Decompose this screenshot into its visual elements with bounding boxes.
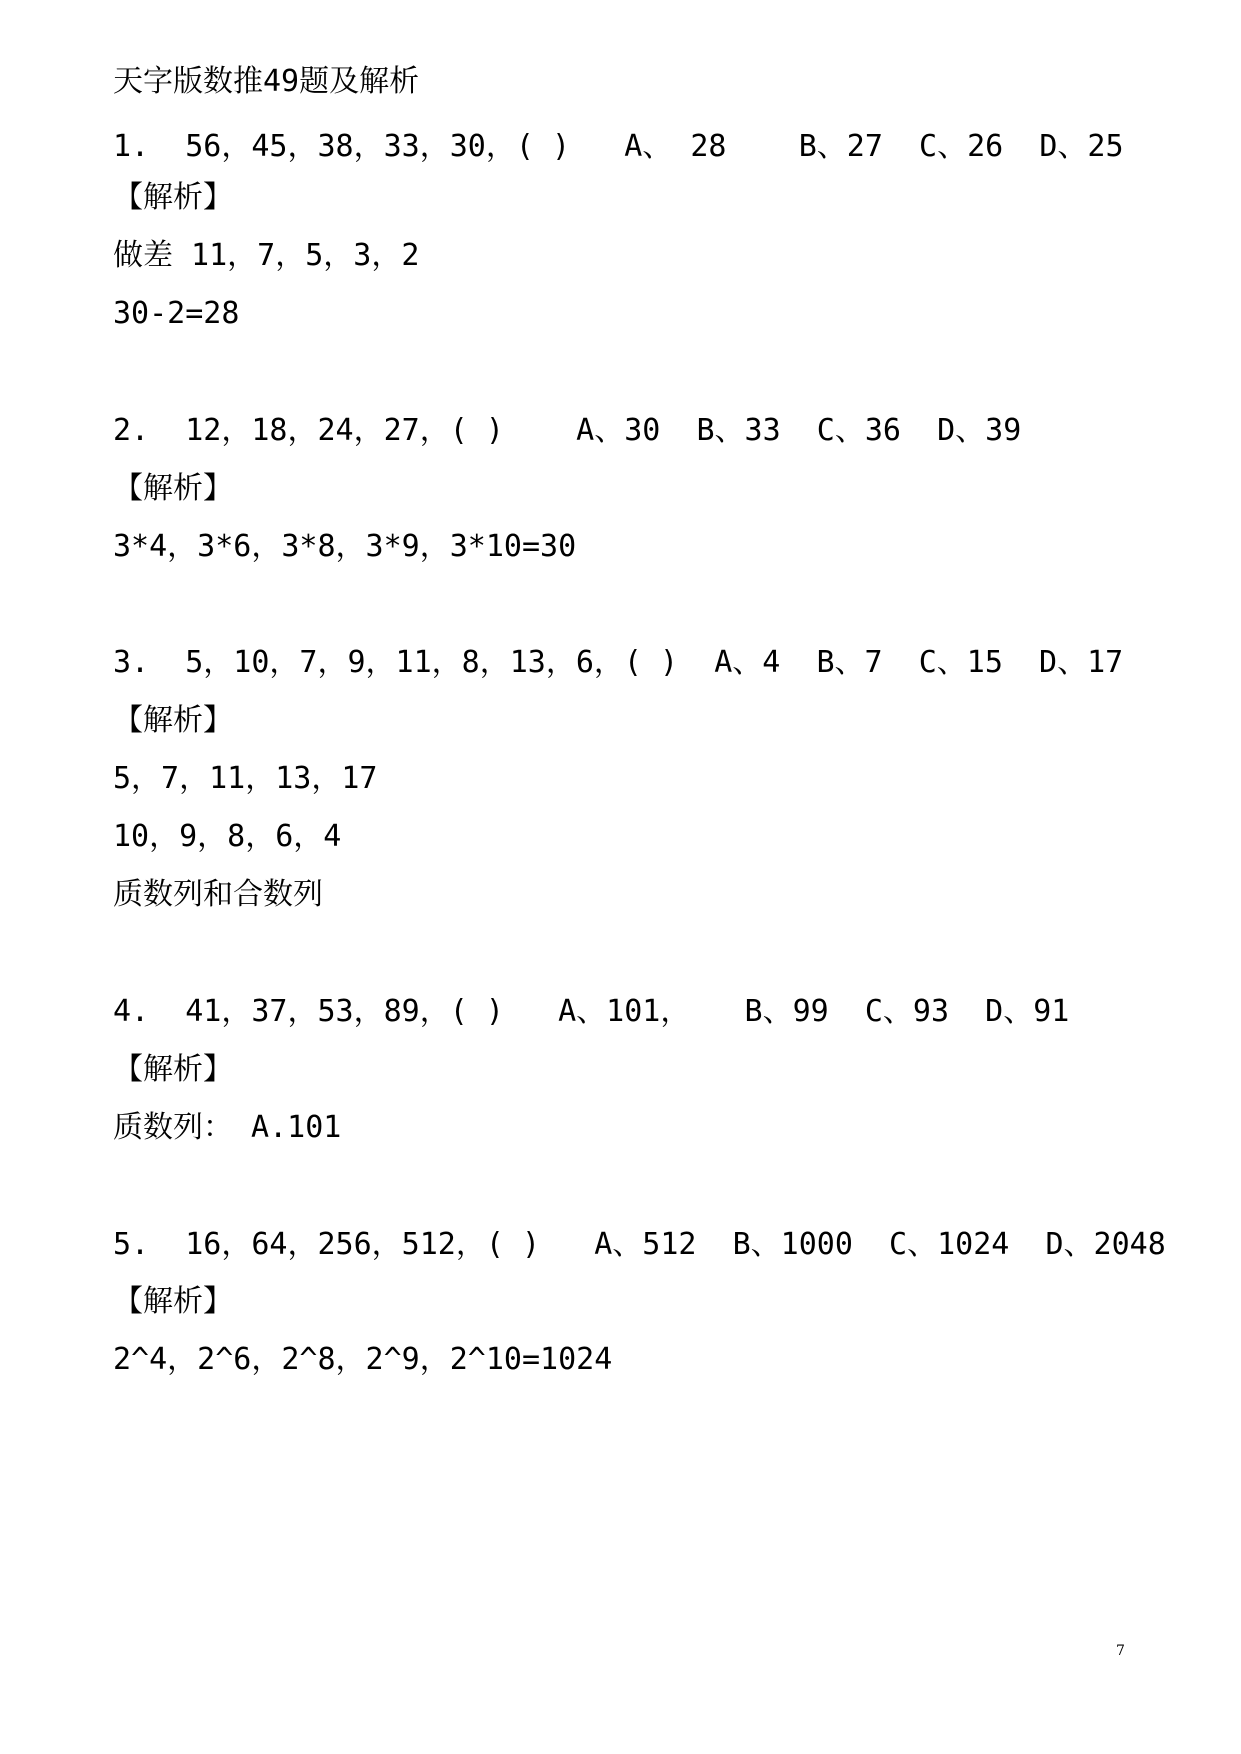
question-5-text: 5. 16，64，256，512，( ) A、512 B、1000 C、1024 D、2048 xyxy=(113,1227,1166,1262)
page-number: 7 xyxy=(1116,1643,1125,1659)
question-1-text: 1. 56，45，38，33，30，( ) A、 28 B、27 C、26 D、25 xyxy=(113,129,1124,164)
question-5-analysis-line: 2^4，2^6，2^8，2^9，2^10=1024 xyxy=(113,1342,613,1377)
question-2-text: 2. 12，18，24，27，( ) A、30 B、33 C、36 D、39 xyxy=(113,413,1022,448)
question-4-analysis-heading: 【解析】 xyxy=(113,1052,233,1087)
document-title: 天字版数推49题及解析 xyxy=(113,64,420,99)
question-1-analysis-line: 30-2=28 xyxy=(113,296,240,331)
question-2-analysis-line: 3*4，3*6，3*8，3*9，3*10=30 xyxy=(113,529,577,564)
question-3-analysis-line: 质数列和合数列 xyxy=(113,877,323,912)
question-2-analysis-heading: 【解析】 xyxy=(113,471,233,506)
question-4-text: 4. 41，37，53，89，( ) A、101， B、99 C、93 D、91 xyxy=(113,994,1070,1029)
question-5-analysis-heading: 【解析】 xyxy=(113,1284,233,1319)
question-3-text: 3. 5，10，7，9，11，8，13，6，( ) A、4 B、7 C、15 D、17 xyxy=(113,645,1124,680)
question-3-analysis-line: 10，9，8，6，4 xyxy=(113,819,342,854)
question-1-analysis-heading: 【解析】 xyxy=(113,180,233,215)
question-3-analysis-line: 5，7，11，13，17 xyxy=(113,761,378,796)
question-1-analysis-line: 做差 11，7，5，3，2 xyxy=(113,238,420,273)
question-3-analysis-heading: 【解析】 xyxy=(113,703,233,738)
question-4-analysis-line: 质数列： A.101 xyxy=(113,1110,342,1145)
